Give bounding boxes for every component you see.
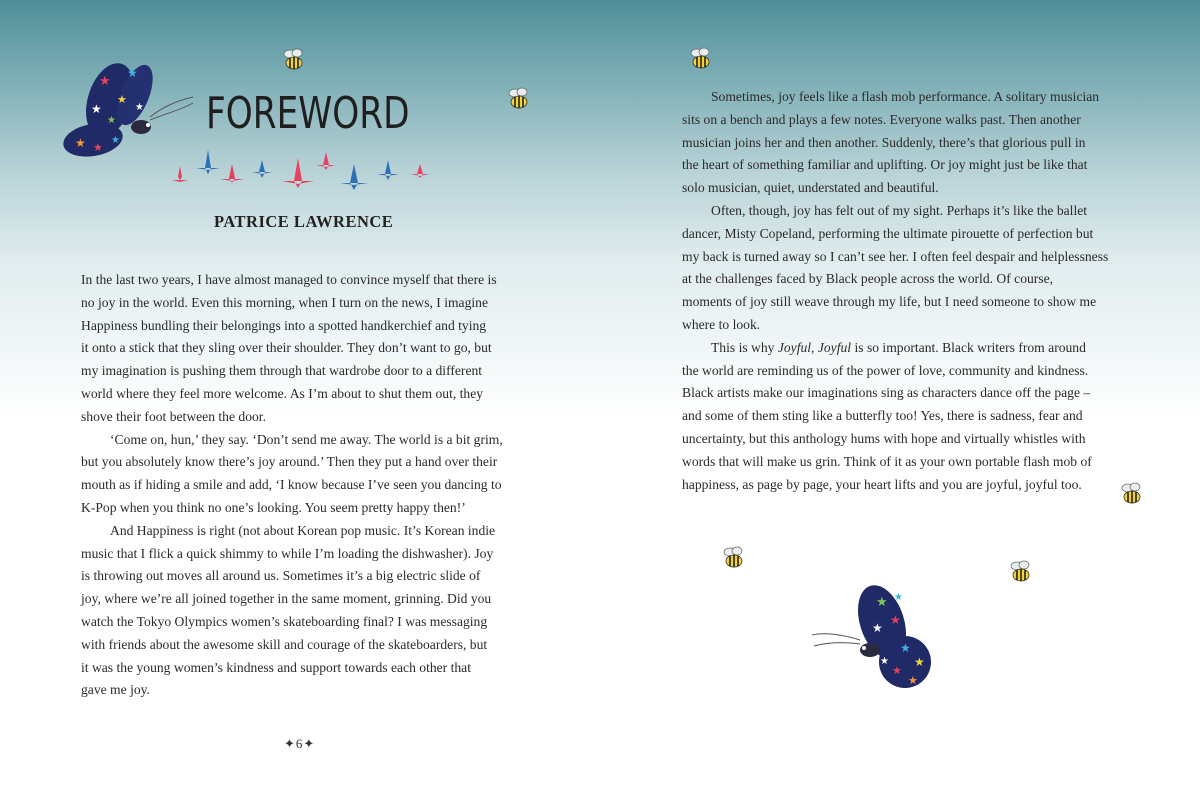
svg-text:★: ★ [111, 135, 120, 146]
sparkle-star-icon: ✦ [303, 736, 316, 751]
text-line: shove their foot between the door. [81, 408, 266, 424]
bee-icon [280, 47, 308, 73]
text-line: dancer, Misty Copeland, performing the ultimate pirouette of perfection but [682, 225, 1094, 241]
paragraph [81, 429, 521, 520]
text-line: gave me joy. [81, 682, 150, 698]
text-line: and some of them sting like a butterfly too! Yes, there is sadness, fear and [682, 408, 1083, 424]
author-name: PATRICE LAWRENCE [214, 212, 394, 231]
paragraph [682, 86, 1142, 200]
svg-text:★: ★ [908, 675, 918, 687]
svg-text:★: ★ [894, 592, 903, 603]
paragraph [81, 269, 521, 429]
text-line: Black artists make our imaginations sing as characters dance off the page – [682, 385, 1091, 401]
text-line: the world are reminding us of the power of love, community and kindness. [682, 362, 1089, 378]
svg-text:★: ★ [107, 115, 116, 126]
text-line: Often, though, joy has felt out of my sight. Perhaps it’s like the ballet [711, 202, 1088, 218]
paragraph [682, 337, 1142, 497]
svg-text:★: ★ [892, 665, 902, 677]
page-number-value: 6 [295, 736, 304, 751]
text-line: Happiness bundling their belongings into a spotted handkerchief and tying [81, 317, 487, 333]
text-line: happiness, as page by page, your heart lifts and you are joyful, joyful too. [682, 476, 1082, 492]
text-line: musician joins her and then another. Suddenly, there’s that glorious pull in [682, 134, 1086, 150]
text-line: it onto a stick that they sling over their shoulder. They don’t want to go, but [81, 340, 492, 356]
text-line: at the challenges faced by Black people across the world. Of course, [682, 271, 1054, 287]
svg-text:★: ★ [135, 102, 144, 113]
text-line: words that will make us grin. Think of it as your own portable flash mob of [682, 453, 1092, 469]
text-line: no joy in the world. Even this morning, when I turn on the news, I imagine [81, 294, 488, 310]
foreword-body-right [682, 86, 1142, 496]
svg-text:★: ★ [91, 102, 102, 116]
text-line: moments of joy still weave through my life, but I need someone to show me [682, 294, 1097, 310]
text-line: mouth as if hiding a smile and add, ‘I know because I’ve seen you dancing to [81, 477, 502, 493]
sparkle-star-icon: ✦ [284, 736, 296, 751]
text-line: And Happiness is right (not about Korean pop music. It’s Korean indie [110, 522, 496, 538]
bee-icon [720, 545, 748, 571]
text-line: sits on a bench and plays a few notes. Everyone walks past. Then another [682, 111, 1081, 127]
bee-icon [1007, 559, 1035, 585]
paragraph [682, 200, 1142, 337]
text-line: music that I flick a quick shimmy to while I’m loading the dishwasher). Joy [81, 545, 494, 561]
svg-text:★: ★ [93, 142, 103, 154]
svg-text:★: ★ [117, 94, 127, 106]
butterfly-icon [810, 580, 945, 695]
text-line [682, 337, 1142, 360]
text-line: where to look. [682, 316, 761, 332]
text-line: with friends about the awesome skill and courage of the skateboarders, but [81, 636, 488, 652]
bee-icon [687, 46, 715, 72]
text-line: world where they feel more welcome. As I’m about to shut them out, they [81, 385, 484, 401]
svg-text:★: ★ [872, 621, 883, 635]
svg-text:★: ★ [99, 73, 111, 88]
book-title: Joyful, Joyful [777, 339, 852, 355]
foreword-body-left [81, 269, 521, 702]
butterfly-icon [55, 55, 200, 165]
svg-text:★: ★ [75, 136, 86, 150]
text-line: it was the young women’s kindness and support towards each other that [81, 659, 471, 675]
text-line: watch the Tokyo Olympics women’s skateboarding final? I was messaging [81, 613, 488, 629]
page-number [284, 736, 315, 752]
text-line: uncertainty, but this anthology hums with hope and virtually whistles with [682, 430, 1086, 446]
svg-text:★: ★ [900, 641, 911, 655]
svg-text:★: ★ [880, 656, 889, 667]
text-line: solo musician, quiet, understated and beautiful. [682, 180, 939, 196]
text-line: my back is turned away so I can’t see her. I often feel despair and helplessness [682, 248, 1109, 264]
text-line: joy, where we’re all joined together in the same moment, grinning. Did you [81, 591, 492, 607]
text-line: but you absolutely know there’s joy around.’ Then they put a hand over their [81, 454, 498, 470]
text-line: K-Pop when you think no one’s looking. You seem pretty happy then!’ [81, 499, 466, 515]
svg-text:★: ★ [876, 594, 888, 609]
paragraph [81, 520, 521, 702]
text-run: This is why [711, 339, 778, 355]
text-line: ‘Come on, hun,’ they say. ‘Don’t send me away. The world is a bit grim, [110, 431, 503, 447]
text-line: my imagination is pushing them through that wardrobe door to a different [81, 363, 483, 379]
text-run: is so important. Black writers from around [851, 339, 1086, 355]
right-page [600, 0, 1200, 798]
svg-text:★: ★ [890, 613, 901, 627]
foreword-title: FOREWORD [206, 88, 410, 139]
text-line: Sometimes, joy feels like a flash mob performance. A solitary musician [711, 89, 1100, 104]
text-line: the heart of something familiar and uplifting. Or joy might just be like that [682, 157, 1088, 173]
bee-icon [505, 86, 533, 112]
text-line: In the last two years, I have almost managed to convince myself that there is [81, 272, 497, 287]
svg-text:★: ★ [127, 66, 138, 80]
sparkle-star-icon [170, 150, 435, 200]
svg-text:★: ★ [914, 655, 925, 669]
text-line: is throwing out moves all around us. Sometimes it’s a big electric slide of [81, 568, 481, 584]
